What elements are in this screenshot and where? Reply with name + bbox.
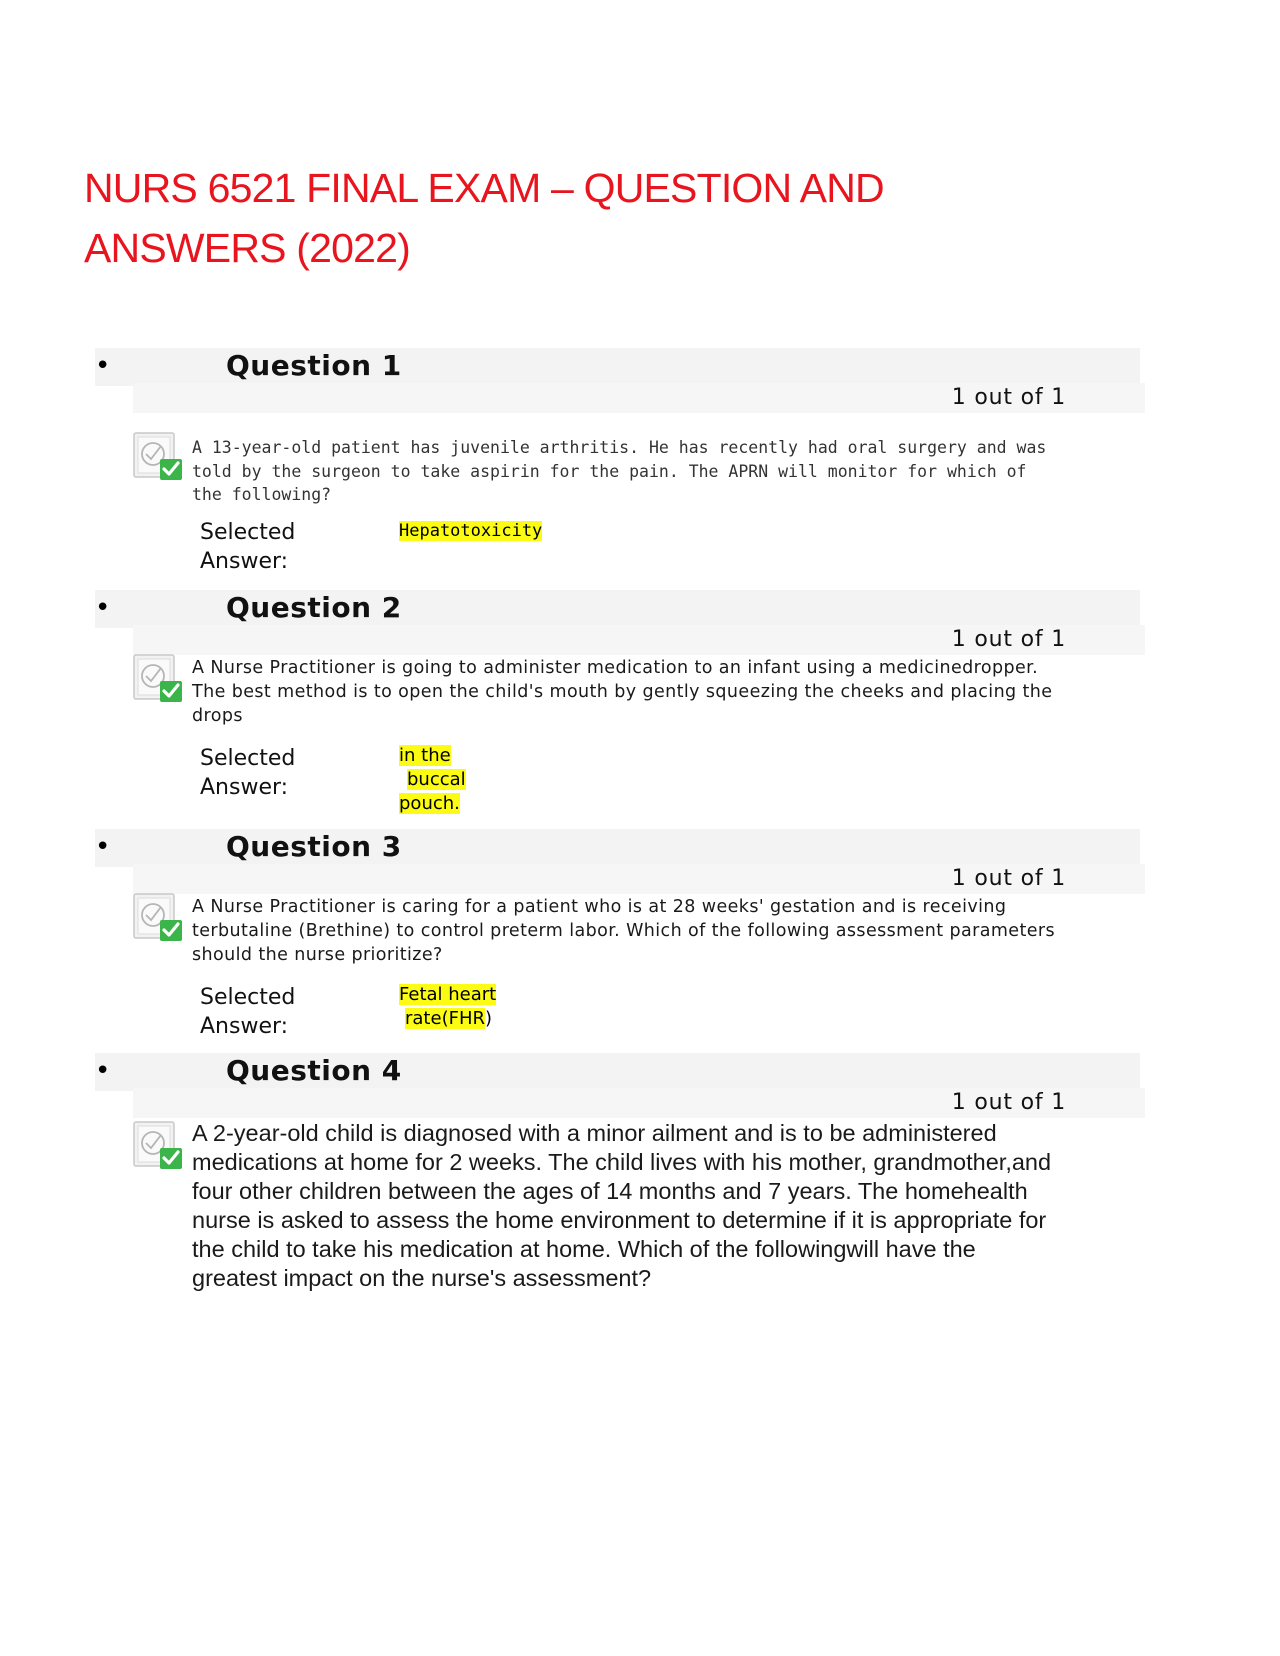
answer-line: Hepatotoxicity	[399, 521, 543, 541]
selected-answer	[399, 744, 466, 816]
answer-tail: )	[484, 1008, 493, 1029]
score-bar	[133, 383, 1145, 413]
selected-answer-label: Selected Answer:	[200, 520, 296, 574]
answer-line: pouch.	[399, 793, 460, 814]
question-score: 1 out of 1	[951, 866, 1066, 891]
selected-answer	[399, 983, 496, 1031]
list-bullet: •	[95, 832, 111, 862]
question-title: Question 1	[226, 349, 402, 382]
question-score: 1 out of 1	[951, 1090, 1066, 1115]
list-bullet: •	[95, 593, 111, 623]
list-bullet: •	[95, 1056, 111, 1086]
correct-check-icon	[133, 432, 185, 482]
answer-line: in the	[399, 745, 451, 766]
answer-line: rate(FHR	[405, 1008, 485, 1029]
question-text: A 2-year-old child is diagnosed with a minor ailment and is to be administered medications at home for 2 weeks. The child lives with his mother, grandmother,and four other children between the ages of 14 months and 7 years. The homehealth nurse is asked to assess the home environment to determine if it is appropriate for the child to take his medication at home. Which of the followingwill have the greatest impact on the nurse's assessment?	[192, 1120, 1052, 1291]
score-bar	[133, 864, 1145, 894]
document-title: NURS 6521 FINAL EXAM – QUESTION AND ANSWERS (2022)	[84, 165, 884, 271]
selected-answer	[399, 520, 542, 542]
list-bullet: •	[95, 351, 111, 381]
correct-check-icon	[133, 1121, 185, 1171]
question-score: 1 out of 1	[951, 385, 1066, 410]
correct-check-icon	[133, 893, 185, 943]
score-bar	[133, 1088, 1145, 1118]
answer-line: buccal	[407, 769, 466, 790]
question-text: A Nurse Practitioner is caring for a patient who is at 28 weeks' gestation and is receiving terbutaline (Brethine) to control preterm labor. Which of the following assessment parameters should the nurse prioritize?	[192, 897, 1055, 965]
score-bar	[133, 625, 1145, 655]
selected-answer-label: Selected Answer:	[200, 746, 296, 800]
question-text: A Nurse Practitioner is going to administer medication to an infant using a medicinedropper. The best method is to open the child's mouth by gently squeezing the cheeks and placing the drops	[192, 658, 1053, 726]
selected-answer-label: Selected Answer:	[200, 985, 296, 1039]
question-title: Question 3	[226, 830, 402, 863]
question-title: Question 2	[226, 591, 402, 624]
question-text: A 13-year-old patient has juvenile arthritis. He has recently had oral surgery and was told by the surgeon to take aspirin for the pain. The APRN will monitor for which of the following?	[192, 438, 1047, 504]
correct-check-icon	[133, 654, 185, 704]
answer-line: Fetal heart	[399, 984, 497, 1005]
question-title: Question 4	[226, 1054, 402, 1087]
question-score: 1 out of 1	[951, 627, 1066, 652]
